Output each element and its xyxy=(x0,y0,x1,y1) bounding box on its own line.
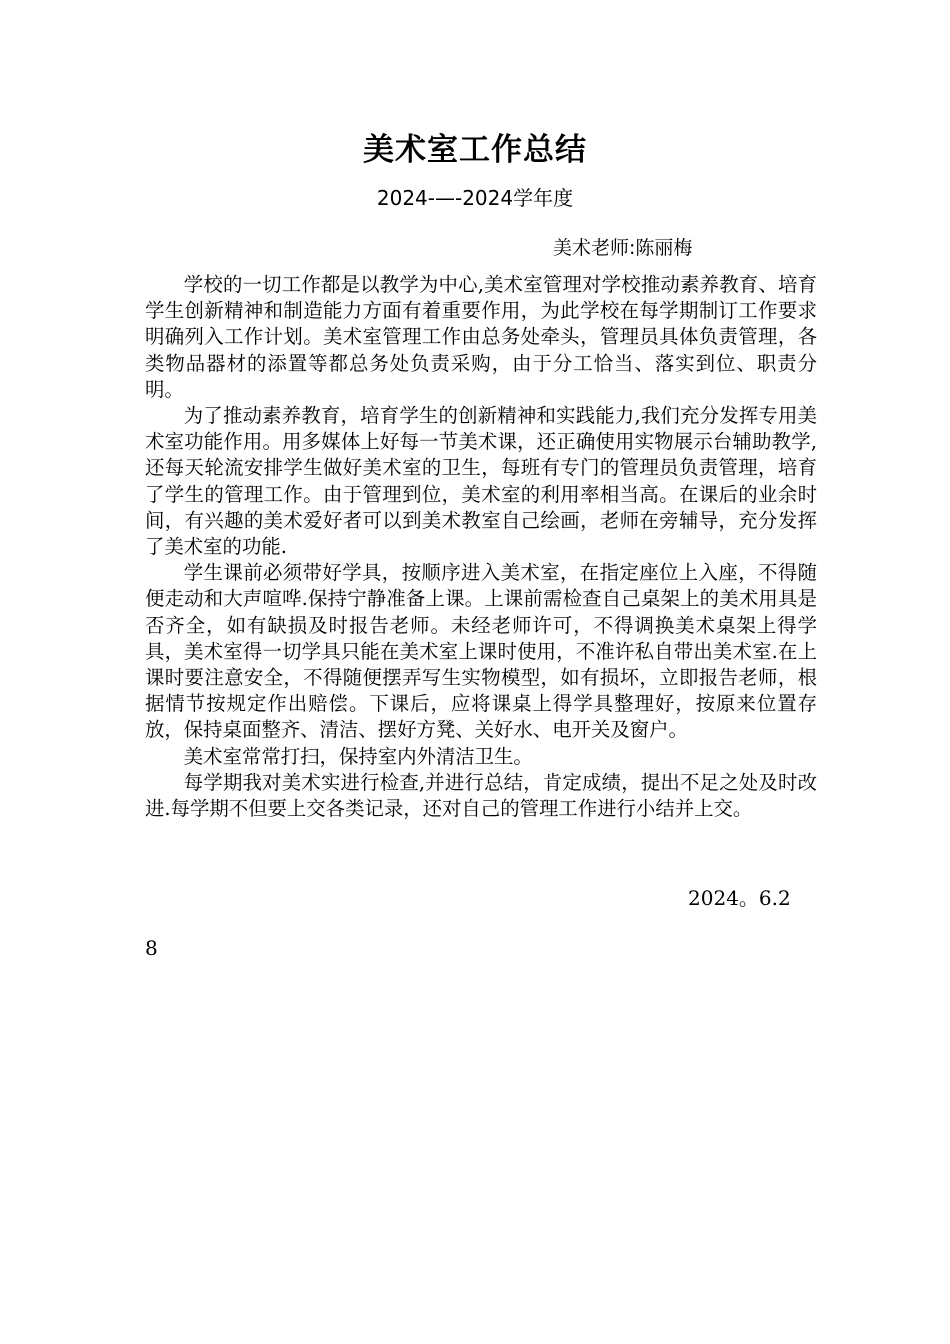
school-year: 2024-—-2024学年度 xyxy=(376,186,574,210)
paragraph: 为了推动素养教育，培育学生的创新精神和实践能力,我们充分发挥专用美术室功能作用。用多媒体上好每一节美术课，还正确使用实物展示台辅助教学,还每天轮流安排学生做好美术室的卫生，每班有专门的管理员负责管理，培育了学生的管理工作。由于管理到位，美术室的利用率相当高。在课后的业余时间，有兴趣的美术爱好者可以到美术教室自己绘画，老师在旁辅导，充分发挥了美术室的功能. xyxy=(145,404,817,559)
document-body xyxy=(145,272,817,822)
document-date: 2024。6.2 xyxy=(688,886,791,910)
paragraph: 每学期我对美术实进行检查,并进行总结，肯定成绩，提出不足之处及时改进.每学期不但要上交各类记录，还对自己的管理工作进行小结并上交。 xyxy=(145,770,817,821)
paragraph: 学校的一切工作都是以教学为中心,美术室管理对学校推动素养教育、培育学生创新精神和制造能力方面有着重要作用，为此学校在每学期制订工作要求明确列入工作计划。美术室管理工作由总务处牵头，管理员具体负责管理，各类物品器材的添置等都总务处负责采购，由于分工恰当、落实到位、职责分明。 xyxy=(145,273,817,401)
page-number: 8 xyxy=(145,936,158,960)
document-title: 美术室工作总结 xyxy=(363,132,587,168)
paragraph: 美术室常常打扫，保持室内外清洁卫生。 xyxy=(183,744,533,768)
author-line: 美术老师:陈丽梅 xyxy=(553,237,693,259)
paragraph: 学生课前必须带好学具，按顺序进入美术室，在指定座位上入座，不得随便走动和大声喧哗.保持宁静准备上课。上课前需检查自己桌架上的美术用具是否齐全，如有缺损及时报告老师。未经老师许可，不得调换美术桌架上得学具，美术室得一切学具只能在美术室上课时使用，不准许私自带出美术室.在上课时要注意安全，不得随便摆弄写生实物模型，如有损坏，立即报告老师，根据情节按规定作出赔偿。下课后，应将课桌上得学具整理好，按原来位置存放，保持桌面整齐、清洁、摆好方凳、关好水、电开关及窗户。 xyxy=(145,561,817,742)
